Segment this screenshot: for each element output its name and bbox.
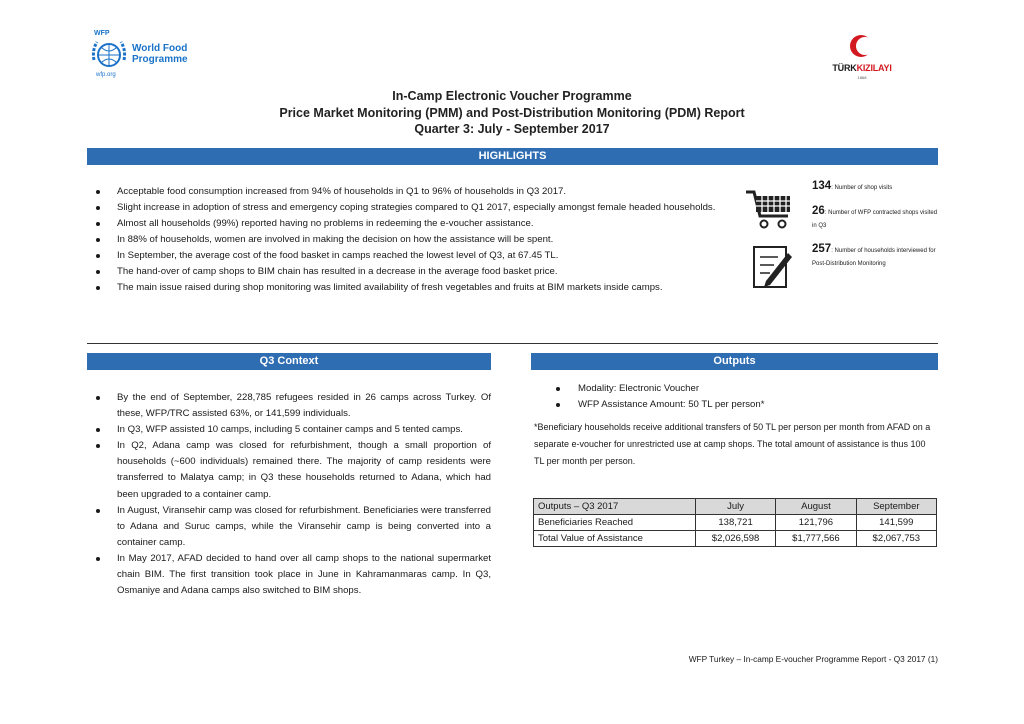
- table-cell: 121,796: [776, 515, 856, 531]
- table-header: Outputs – Q3 2017: [534, 499, 696, 515]
- report-subtitle: Price Market Monitoring (PMM) and Post-Distribution Monitoring (PDM) Report: [279, 106, 745, 120]
- trc-name-red: KIZILAYI: [856, 63, 892, 73]
- table-header-row: [534, 499, 937, 515]
- highlight-item: The hand-over of camp shops to BIM chain has resulted in a decrease in the average food basket price.: [87, 264, 727, 280]
- table-row: [534, 531, 937, 547]
- wfp-name: [132, 43, 202, 65]
- wfp-name-line2: Programme: [132, 54, 188, 65]
- stat-label: : Number of shop visits: [831, 185, 893, 191]
- highlight-item: Acceptable food consumption increased from 94% of households in Q1 to 96% of households in Q3 2017.: [87, 184, 727, 200]
- table-cell: $1,777,566: [776, 531, 856, 547]
- outputs-table: [533, 498, 937, 547]
- red-crescent-icon: [846, 30, 878, 62]
- trc-logo: [826, 30, 898, 82]
- stat-shop-visits: [812, 180, 940, 195]
- context-item: In May 2017, AFAD decided to hand over all camp shops to the national supermarket chain BIM. The first transition took place in June in Kahramanmaras camp. In Q3, Osmaniye and Adana camps also switched to BIM shops.: [87, 551, 491, 599]
- trc-name-black: TÜRK: [832, 63, 857, 73]
- stat-shops-visited: [812, 205, 940, 233]
- highlight-item: The main issue raised during shop monitoring was limited availability of fresh vegetables and fruits at BIM markets inside camps.: [87, 280, 727, 296]
- trc-name: [826, 63, 898, 73]
- context-heading: Q3 Context: [87, 353, 491, 370]
- highlights-list: [87, 184, 727, 296]
- context-item: In August, Viransehir camp was closed for refurbishment. Beneficiaries were transferred to Adana and Suruc camps, while the Viransehir camp is being converted into a container camp.: [87, 503, 491, 551]
- table-header: August: [776, 499, 856, 515]
- outputs-note: *Beneficiary households receive additional transfers of 50 TL per person per month from AFAD on a separate e-voucher for unrestricted use at camp shops. The total amount of assistance is thus 100 TL per month per person.: [534, 422, 931, 466]
- table-row: [534, 515, 937, 531]
- wfp-name-line1: World Food: [132, 43, 188, 54]
- trc-small-text: 1868: [857, 75, 867, 80]
- table-header: September: [856, 499, 936, 515]
- stat-label: : Number of WFP contracted shops visited in Q3: [812, 210, 938, 229]
- stat-value: 257: [812, 243, 832, 255]
- context-list: [87, 390, 491, 599]
- highlight-item: Slight increase in adoption of stress and emergency coping strategies compared to Q1 2017, especially amongst female headed households.: [87, 200, 727, 216]
- shopping-cart-icon: [744, 188, 794, 230]
- context-item: In Q3, WFP assisted 10 camps, including 5 container camps and 5 tented camps.: [87, 422, 491, 438]
- stat-value: 134: [812, 180, 832, 192]
- highlight-item: In September, the average cost of the food basket in camps reached the lowest level of Q3, at 67.45 TL.: [87, 248, 727, 264]
- table-cell: 141,599: [856, 515, 936, 531]
- wfp-abbr: WFP: [94, 30, 110, 37]
- outputs-item: Modality: Electronic Voucher: [547, 381, 927, 397]
- table-cell: Total Value of Assistance: [534, 531, 696, 547]
- stat-households-interviewed: [812, 243, 940, 271]
- stat-value: 26: [812, 205, 825, 217]
- section-divider: [87, 343, 938, 344]
- context-item: By the end of September, 228,785 refugees resided in 26 camps across Turkey. Of these, WFP/TRC assisted 63%, or 141,599 individuals.: [87, 390, 491, 422]
- highlights-heading: HIGHLIGHTS: [87, 148, 938, 165]
- context-item: In Q2, Adana camp was closed for refurbishment, though a small proportion of households (~600 individuals) remained there. The majority of camp residents were transferred to Malatya camp; in Q3 these households returned to Adana, which had been upgraded to a container camp.: [87, 438, 491, 502]
- outputs-list: [547, 381, 927, 413]
- wfp-url: wfp.org: [96, 72, 116, 78]
- outputs-heading: Outputs: [531, 353, 938, 370]
- highlight-item: In 88% of households, women are involved in making the decision on how the assistance will be spent.: [87, 232, 727, 248]
- table-cell: Beneficiaries Reached: [534, 515, 696, 531]
- stat-label: : Number of households interviewed for Post-Distribution Monitoring: [812, 248, 936, 267]
- table-cell: $2,067,753: [856, 531, 936, 547]
- table-cell: 138,721: [695, 515, 775, 531]
- report-period: Quarter 3: July - September 2017: [414, 122, 610, 136]
- table-header: July: [695, 499, 775, 515]
- report-title: In-Camp Electronic Voucher Programme: [392, 89, 632, 103]
- table-cell: $2,026,598: [695, 531, 775, 547]
- clipboard-pen-icon: [752, 243, 792, 289]
- page-footer: WFP Turkey – In-camp E-voucher Programme Report - Q3 2017 (1): [688, 654, 938, 664]
- highlight-item: Almost all households (99%) reported having no problems in redeeming the e-voucher assistance.: [87, 216, 727, 232]
- wfp-logo: [88, 30, 198, 80]
- outputs-item: WFP Assistance Amount: 50 TL per person*: [547, 397, 927, 413]
